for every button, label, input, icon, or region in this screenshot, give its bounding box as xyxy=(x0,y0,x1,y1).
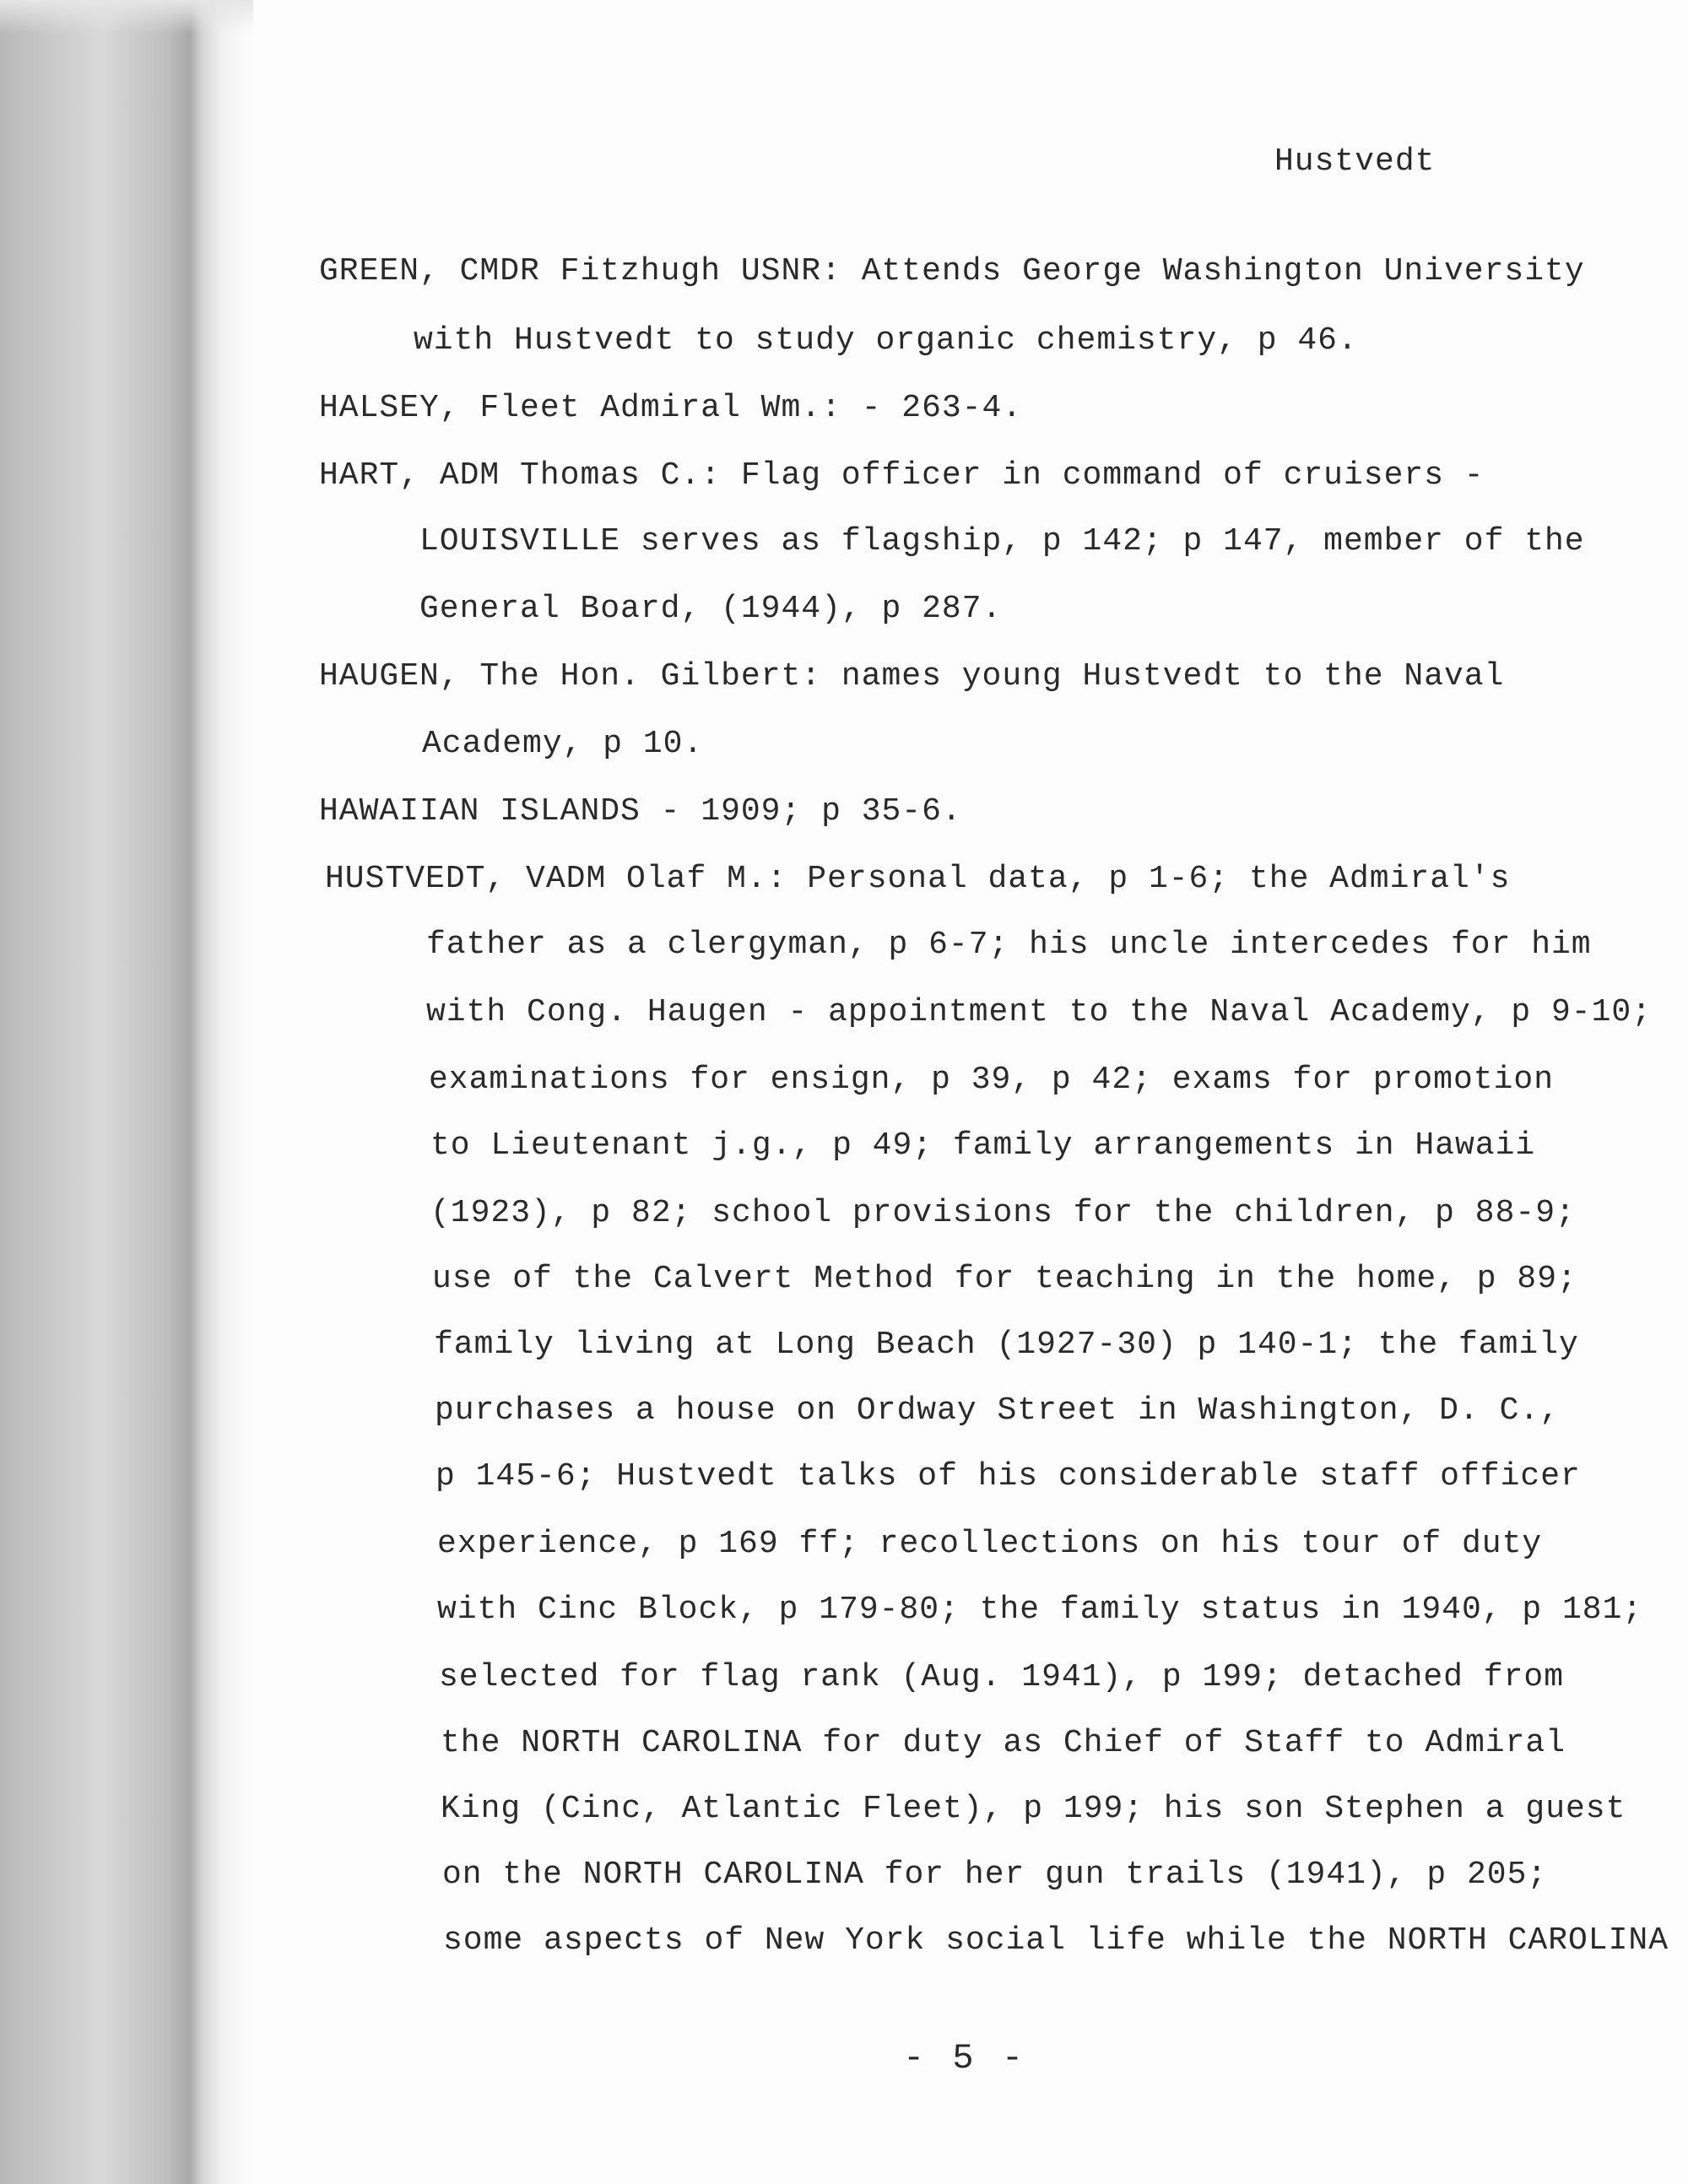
index-entry-continuation: with Cinc Block, p 179-80; the family status in 1940, p 181; xyxy=(437,1592,1643,1628)
page-top-edge xyxy=(0,0,253,34)
index-entry-continuation: Academy, p 10. xyxy=(422,726,704,762)
index-entry-hawaiian-islands: HAWAIIAN ISLANDS - 1909; p 35-6. xyxy=(319,793,962,830)
index-entry-continuation: p 145-6; Hustvedt talks of his considerable staff officer xyxy=(436,1458,1581,1495)
index-entry-continuation: father as a clergyman, p 6-7; his uncle intercedes for him xyxy=(426,927,1592,963)
index-entry-continuation: General Board, (1944), p 287. xyxy=(419,591,1003,627)
index-entry-continuation: examinations for ensign, p 39, p 42; exams for promotion xyxy=(429,1062,1555,1098)
index-entry-hustvedt: HUSTVEDT, VADM Olaf M.: Personal data, p 1-6; the Admiral's xyxy=(325,861,1511,897)
index-entry-continuation: to Lieutenant j.g., p 49; family arrangements in Hawaii xyxy=(430,1127,1536,1164)
index-entry-continuation: purchases a house on Ordway Street in Washington, D. C., xyxy=(435,1392,1561,1429)
index-entry-continuation: family living at Long Beach (1927-30) p 140-1; the family xyxy=(434,1327,1579,1363)
index-entry-continuation: use of the Calvert Method for teaching in the home, p 89; xyxy=(432,1261,1577,1297)
index-entry-continuation: selected for flag rank (Aug. 1941), p 199; detached from xyxy=(439,1659,1565,1695)
index-entry-continuation: King (Cinc, Atlantic Fleet), p 199; his son Stephen a guest xyxy=(441,1791,1626,1827)
index-entry-continuation: experience, p 169 ff; recollections on his tour of duty xyxy=(437,1526,1543,1562)
index-entry-continuation: some aspects of New York social life while the NORTH CAROLINA xyxy=(443,1922,1669,1959)
index-entry-continuation: with Cong. Haugen - appointment to the Naval Academy, p 9-10; xyxy=(426,994,1653,1030)
index-entry-halsey: HALSEY, Fleet Admiral Wm.: - 263-4. xyxy=(319,390,1023,426)
index-entry-continuation: (1923), p 82; school provisions for the children, p 88-9; xyxy=(430,1195,1576,1231)
index-entry-continuation: the NORTH CAROLINA for duty as Chief of Staff to Admiral xyxy=(441,1725,1566,1761)
page-number: - 5 - xyxy=(903,2038,1027,2079)
index-entry-hart: HART, ADM Thomas C.: Flag officer in command of cruisers - xyxy=(319,457,1485,494)
index-entry-haugen: HAUGEN, The Hon. Gilbert: names young Hustvedt to the Naval xyxy=(319,658,1505,695)
index-entry-continuation: LOUISVILLE serves as flagship, p 142; p 147, member of the xyxy=(419,523,1585,560)
running-header: Hustvedt xyxy=(1274,143,1436,180)
index-entry-continuation: with Hustvedt to study organic chemistry, p 46. xyxy=(414,322,1358,359)
binding-shadow xyxy=(0,0,253,2184)
index-entry-continuation: on the NORTH CAROLINA for her gun trails (1941), p 205; xyxy=(442,1857,1548,1893)
index-entry-green: GREEN, CMDR Fitzhugh USNR: Attends George Washington University xyxy=(319,253,1585,289)
